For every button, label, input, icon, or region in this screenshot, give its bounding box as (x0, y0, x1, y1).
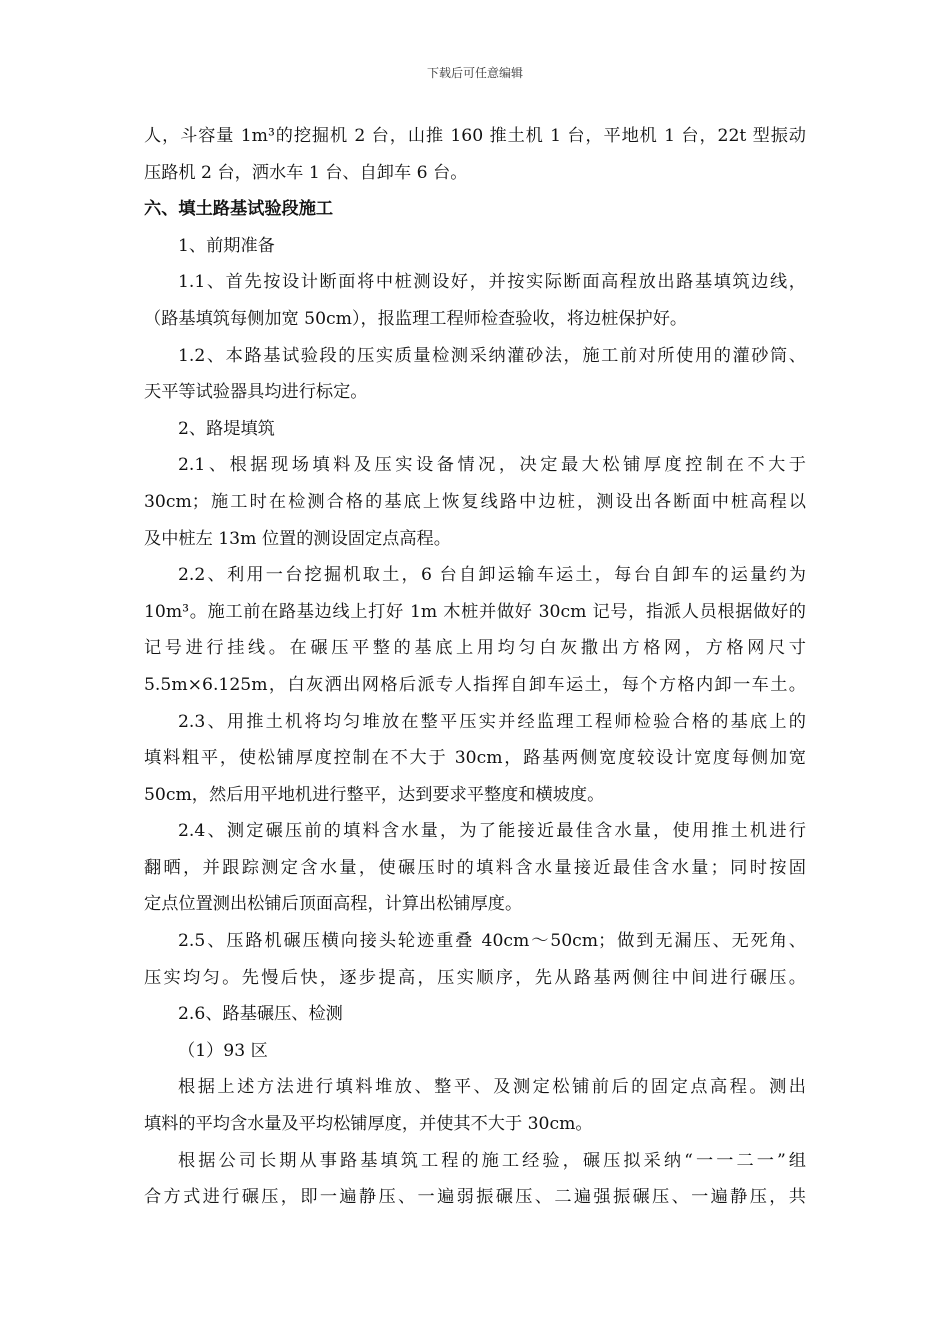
document-body (144, 118, 806, 1216)
text-line: 30cm；施工时在检测合格的基底上恢复线路中边桩，测设出各断面中桩高程以 (144, 491, 806, 512)
text-line: 合方式进行碾压，即一遍静压、一遍弱振碾压、二遍强振碾压、一遍静压，共 (144, 1187, 806, 1208)
text-line: 人，斗容量 1m³的挖掘机 2 台，山推 160 推土机 1 台，平地机 1 台，22t 型振动 (144, 126, 806, 146)
text-line: 50cm，然后用平地机进行整平，达到要求平整度和横坡度。 (144, 784, 605, 805)
text-line: 1.2、本路基试验段的压实质量检测采纳灌砂法，施工前对所使用的灌砂筒、 (178, 345, 806, 366)
text-line: 翻晒，并跟踪测定含水量，使碾压时的填料含水量接近最佳含水量；同时按固 (144, 857, 806, 878)
text-line: 1.1、首先按设计断面将中桩测设好，并按实际断面高程放出路基填筑边线， (178, 272, 806, 293)
text-line: 压路机 2 台，洒水车 1 台、自卸车 6 台。 (144, 162, 468, 183)
text-line: 定点位置测出松铺后顶面高程，计算出松铺厚度。 (144, 894, 523, 915)
text-line: 根据公司长期从事路基填筑工程的施工经验，碾压拟采纳“一一二一”组 (178, 1150, 806, 1171)
text-line: 压实均匀。先慢后快，逐步提高，压实顺序，先从路基两侧往中间进行碾压。 (144, 967, 806, 988)
text-line: 2.1、根据现场填料及压实设备情况，决定最大松铺厚度控制在不大于 (178, 455, 806, 476)
text-line: 2.6、路基碾压、检测 (178, 1004, 343, 1025)
text-line: 2.4、测定碾压前的填料含水量，为了能接近最佳含水量，使用推土机进行 (178, 821, 806, 842)
text-line: 天平等试验器具均进行标定。 (144, 382, 368, 403)
text-line: 2、路堤填筑 (178, 418, 275, 439)
text-line: 1、前期准备 (178, 235, 275, 256)
text-line: 10m³。施工前在路基边线上打好 1m 木桩并做好 30cm 记号，指派人员根据做好的 (144, 601, 806, 622)
text-line: 记号进行挂线。在碾压平整的基底上用均匀白灰撒出方格网，方格网尺寸 (144, 638, 806, 659)
text-line: 2.3、用推土机将均匀堆放在整平压实并经监理工程师检验合格的基底上的 (178, 711, 806, 732)
text-line: 填料的平均含水量及平均松铺厚度，并使其不大于 30cm。 (144, 1114, 593, 1135)
text-line: 2.5、压路机碾压横向接头轮迹重叠 40cm～50cm；做到无漏压、无死角、 (178, 931, 806, 952)
text-line: （路基填筑每侧加宽 50cm），报监理工程师检查验收，将边桩保护好。 (144, 308, 688, 329)
text-line: 2.2、利用一台挖掘机取土，6 台自卸运输车运土，每台自卸车的运量约为 (178, 565, 806, 586)
text-line: 根据上述方法进行填料堆放、整平、及测定松铺前后的固定点高程。测出 (178, 1077, 806, 1098)
text-line: 及中桩左 13m 位置的测设固定点高程。 (144, 528, 451, 549)
page-header: 下载后可任意编辑 (426, 66, 523, 80)
section-heading: 六、填土路基试验段施工 (144, 199, 334, 220)
text-line: 5.5m×6.125m，白灰洒出网格后派专人指挥自卸车运土，每个方格内卸一车土。 (144, 674, 806, 695)
text-line: （1）93 区 (178, 1040, 268, 1061)
text-line: 填料粗平，使松铺厚度控制在不大于 30cm，路基两侧宽度较设计宽度每侧加宽 (144, 748, 806, 769)
